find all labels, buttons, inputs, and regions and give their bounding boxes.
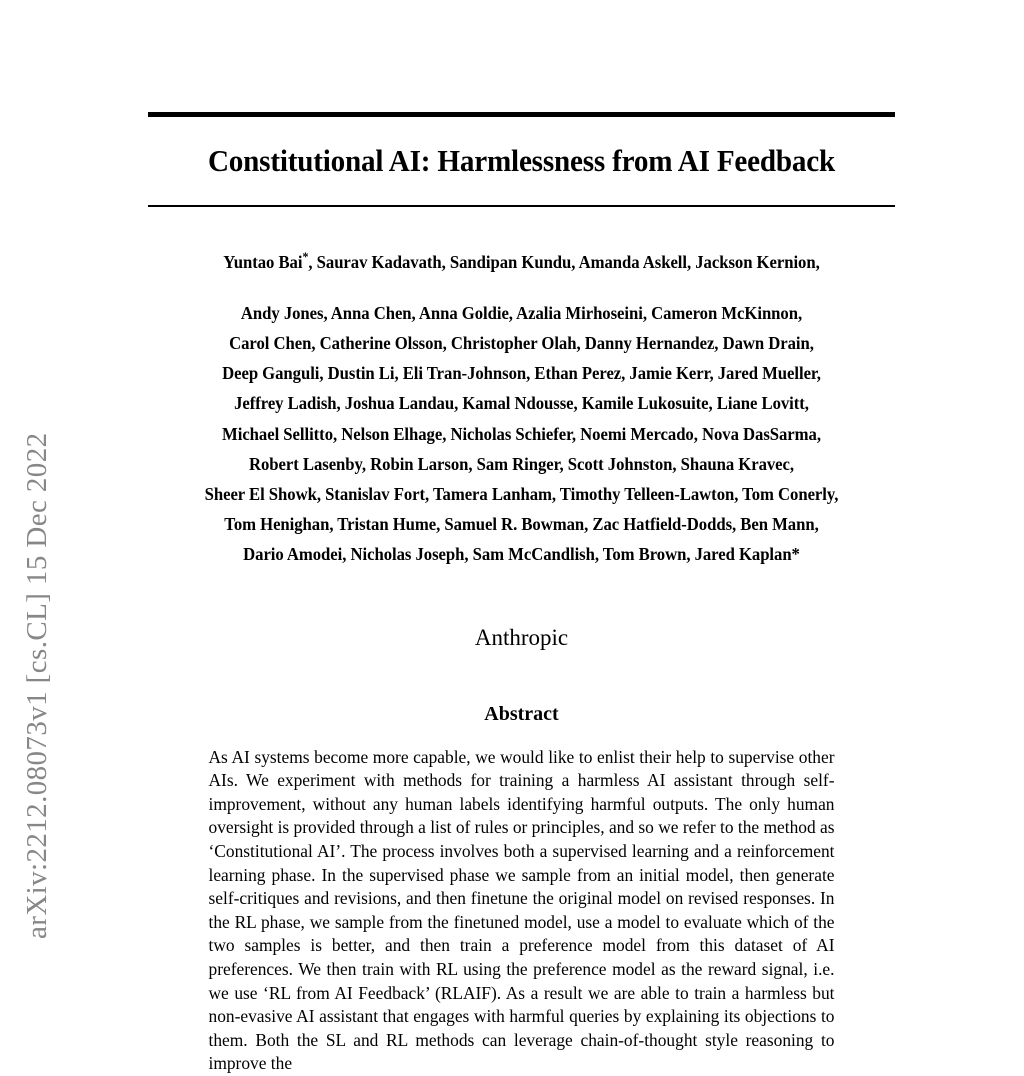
author-line [163,247,880,277]
abstract-paragraph: As AI systems become more capable, we would like to enlist their help to supervise other AIs. We experiment with methods for training a harmless AI assistant through self-improvement, without any human labels identifying harmful outputs. The only human oversight is provided through a list of rules or principles, and so we refer to the method as ‘Constitutional AI’. The process involves both a supervised learning and a reinforcement learning phase. In the supervised phase we sample from an initial model, then generate self-critiques and revisions, and then finetune the original model on revised responses. In the RL phase, we sample from the finetuned model, use a model to evaluate which of the two samples is better, and then train a preference model from this dataset of AI preferences. We then train with RL using the preference model as the reward signal, i.e. we use ‘RL from AI Feedback’ (RLAIF). As a result we are able to train a harmless but non-evasive AI assistant that engages with harmful queries by explaining its objections to them. Both the SL and RL methods can leverage chain-of-thought style reasoning to improve the [208,746,835,1074]
affiliation: Anthropic [474,624,569,650]
abstract-heading: Abstract [484,702,559,725]
author-line: Michael Sellitto, Nelson Elhage, Nicholas Schiefer, Noemi Mercado, Nova DasSarma, [222,423,821,444]
arxiv-stamp-text: arXiv:2212.08073v1 [cs.CL] 15 Dec 2022 [20,432,53,939]
author-list [148,207,895,570]
first-author-name: Yuntao Bai [223,251,303,272]
author-line: Carol Chen, Catherine Olsson, Christopher Olah, Danny Hernandez, Dawn Drain, [229,332,814,353]
author-line: Deep Ganguli, Dustin Li, Eli Tran-Johnson, Ethan Perez, Jamie Kerr, Jared Mueller, [222,363,821,384]
abstract-body [209,726,835,1076]
page-title: Constitutional AI: Harmlessness from AI Feedback [207,144,836,178]
author-line: Dario Amodei, Nicholas Joseph, Sam McCandlish, Tom Brown, Jared Kaplan* [243,544,800,565]
first-author-line-rest: , Saurav Kadavath, Sandipan Kundu, Amanda Askell, Jackson Kernion, [308,251,820,272]
author-footnote-marker: * [302,249,309,264]
author-line: Robert Lasenby, Robin Larson, Sam Ringer, Scott Johnston, Shauna Kravec, [248,453,795,474]
author-line: Andy Jones, Anna Chen, Anna Goldie, Azalia Mirhoseini, Cameron McKinnon, [240,302,803,323]
arxiv-stamp [0,0,74,941]
author-line: Sheer El Showk, Stanislav Fort, Tamera Lanham, Timothy Telleen-Lawton, Tom Conerly, [204,483,839,504]
author-line: Jeffrey Ladish, Joshua Landau, Kamal Ndousse, Kamile Lukosuite, Liane Lovitt, [234,393,809,414]
paper-column [148,0,895,1076]
author-line: Tom Henighan, Tristan Hume, Samuel R. Bowman, Zac Hatfield-Dodds, Ben Mann, [224,514,819,535]
